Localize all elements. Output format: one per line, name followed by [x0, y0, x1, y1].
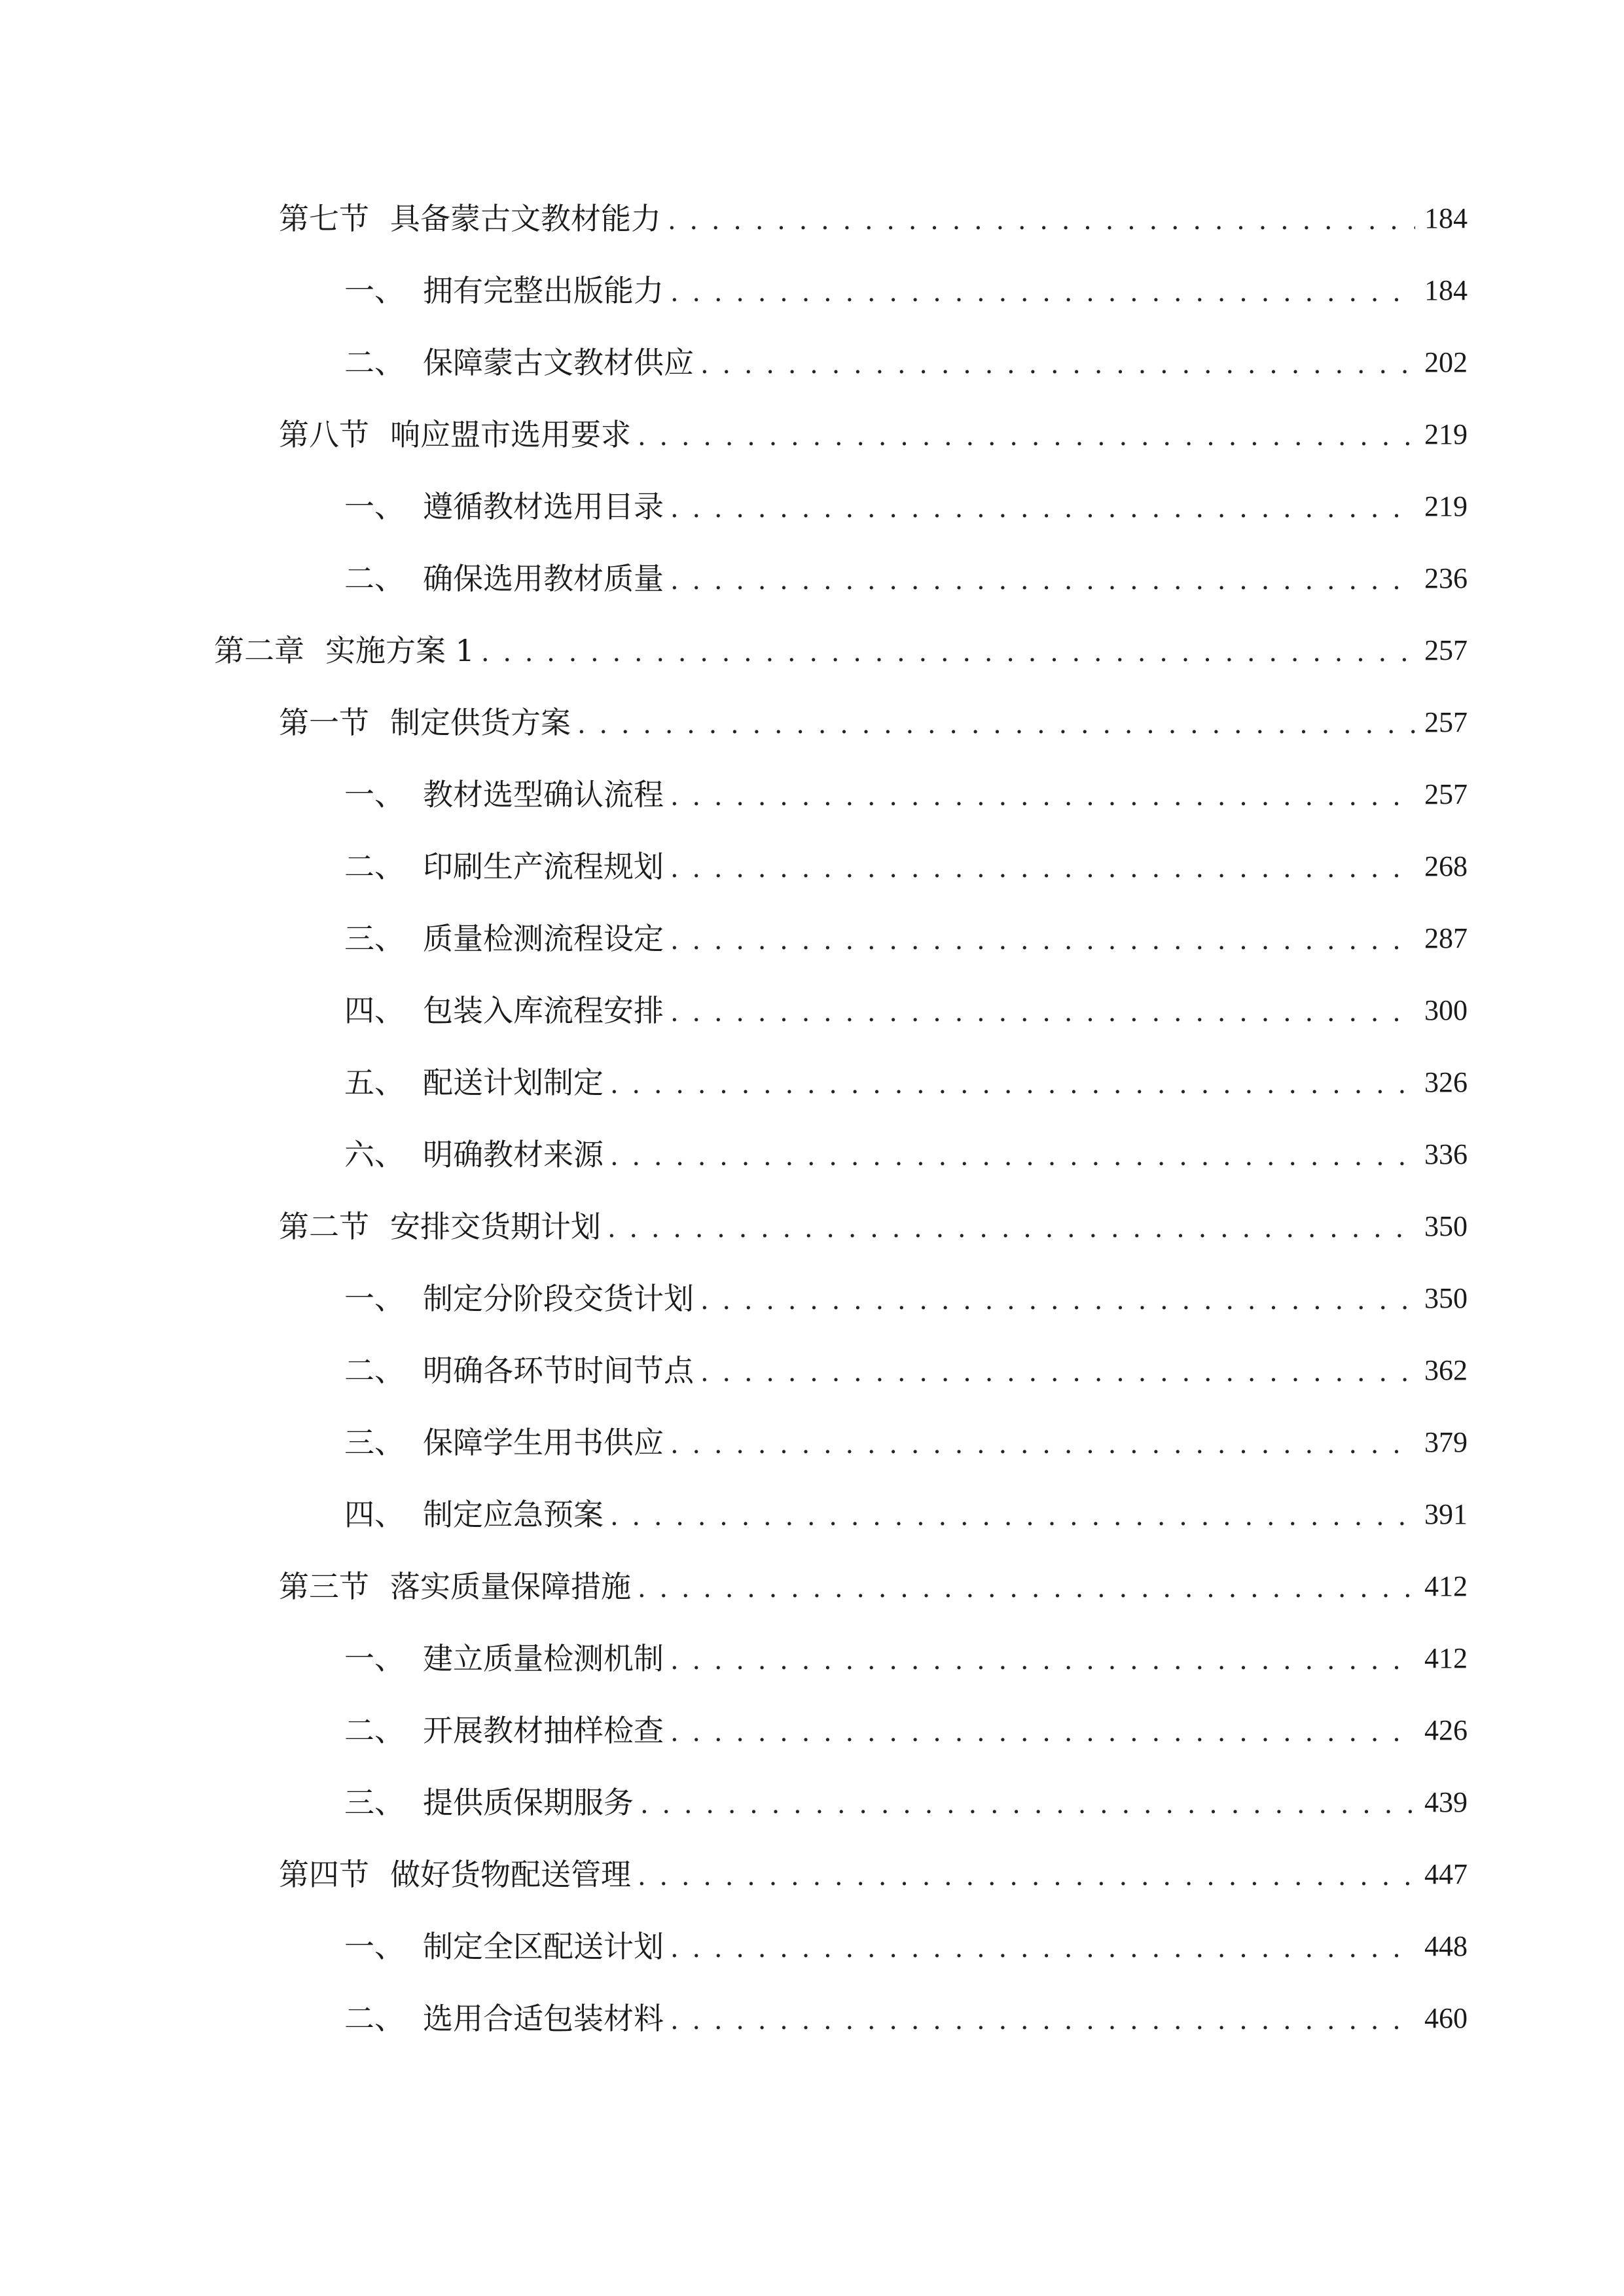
- toc-entry-page-number: 391: [1424, 1498, 1468, 1530]
- toc-entry-page-number: 257: [1424, 634, 1468, 666]
- toc-entry-page-number: 257: [1424, 706, 1468, 738]
- toc-entry-number: 三、: [344, 1425, 405, 1460]
- toc-entry-page-number: 184: [1424, 274, 1468, 306]
- toc-dot-leader: [670, 1992, 1415, 2045]
- toc-entry-title: 开展教材抽样检查: [423, 1713, 664, 1748]
- toc-entry-page-number: 350: [1424, 1282, 1468, 1314]
- toc-entry-number: 四、: [344, 1497, 405, 1532]
- toc-entry-number: 一、: [344, 1641, 405, 1676]
- toc-entry-title: 保障蒙古文教材供应: [423, 345, 694, 380]
- toc-entry-title: 印刷生产流程规划: [423, 849, 664, 884]
- toc-entry-number: 一、: [344, 1929, 405, 1964]
- toc-entry-page-number: 336: [1424, 1138, 1468, 1170]
- toc-entry-number: 第四节: [279, 1857, 369, 1892]
- toc-entry-number: 二、: [344, 2001, 405, 2036]
- toc-entry[interactable]: [344, 1704, 1468, 1757]
- toc-entry-title: 制定分阶段交货计划: [423, 1281, 694, 1316]
- toc-entry-number: 第二节: [279, 1209, 369, 1244]
- toc-entry[interactable]: [344, 984, 1468, 1037]
- toc-dot-leader: [670, 840, 1415, 893]
- toc-entry[interactable]: [344, 336, 1468, 389]
- toc-entry-number: 三、: [344, 1785, 405, 1820]
- toc-entry[interactable]: [344, 768, 1468, 821]
- toc-entry-number: 第二章: [214, 633, 304, 668]
- toc-entry-page-number: 202: [1424, 346, 1468, 378]
- toc-entry-number: 第七节: [279, 201, 369, 236]
- toc-entry[interactable]: [344, 1344, 1468, 1397]
- toc-entry-title: 安排交货期计划: [390, 1209, 601, 1244]
- toc-entry[interactable]: [279, 1200, 1468, 1253]
- toc-entry[interactable]: [344, 480, 1468, 533]
- toc-entry-title: 建立质量检测机制: [423, 1641, 664, 1676]
- toc-entry[interactable]: [344, 1632, 1468, 1685]
- toc-entry-page-number: 257: [1424, 778, 1468, 810]
- toc-entry-number: 四、: [344, 993, 405, 1028]
- toc-entry-title: 实施方案 1: [325, 633, 475, 668]
- toc-entry-title: 具备蒙古文教材能力: [390, 201, 661, 236]
- toc-entry-number: 一、: [344, 777, 405, 812]
- toc-entry[interactable]: [214, 624, 1468, 677]
- toc-entry-page-number: 300: [1424, 994, 1468, 1026]
- toc-entry-title: 落实质量保障措施: [390, 1569, 631, 1604]
- toc-entry[interactable]: [344, 1776, 1468, 1829]
- toc-entry-title: 遵循教材选用目录: [423, 489, 664, 524]
- toc-dot-leader: [670, 912, 1415, 965]
- toc-entry-page-number: 412: [1424, 1570, 1468, 1602]
- toc-entry-page-number: 326: [1424, 1066, 1468, 1098]
- toc-entry[interactable]: [279, 192, 1468, 245]
- toc-dot-leader: [610, 1056, 1415, 1109]
- toc-dot-leader: [610, 1488, 1415, 1541]
- toc-entry-page-number: 184: [1424, 202, 1468, 234]
- toc-entry-title: 保障学生用书供应: [423, 1425, 664, 1460]
- toc-entry-page-number: 379: [1424, 1426, 1468, 1458]
- toc-entry-title: 明确各环节时间节点: [423, 1353, 694, 1388]
- toc-entry-page-number: 439: [1424, 1786, 1468, 1818]
- toc-dot-leader: [668, 192, 1415, 245]
- toc-entry-number: 二、: [344, 1353, 405, 1388]
- toc-entry-number: 二、: [344, 849, 405, 884]
- toc-entry-page-number: 412: [1424, 1642, 1468, 1674]
- toc-entry[interactable]: [279, 1848, 1468, 1901]
- toc-entry-page-number: 426: [1424, 1714, 1468, 1746]
- toc-dot-leader: [670, 768, 1415, 821]
- toc-entry[interactable]: [344, 1992, 1468, 2045]
- toc-entry-title: 配送计划制定: [423, 1065, 604, 1100]
- toc-dot-leader: [670, 984, 1415, 1037]
- toc-entry[interactable]: [344, 1920, 1468, 1973]
- toc-dot-leader: [638, 408, 1415, 461]
- toc-entry-page-number: 460: [1424, 2002, 1468, 2034]
- toc-entry-page-number: 362: [1424, 1354, 1468, 1386]
- toc-entry-title: 拥有完整出版能力: [423, 273, 664, 308]
- toc-entry-number: 一、: [344, 273, 405, 308]
- toc-entry[interactable]: [344, 1272, 1468, 1325]
- toc-entry[interactable]: [344, 264, 1468, 317]
- toc-dot-leader: [638, 1848, 1415, 1901]
- toc-entry-title: 教材选型确认流程: [423, 777, 664, 812]
- toc-entry[interactable]: [344, 1488, 1468, 1541]
- toc-entry-page-number: 236: [1424, 562, 1468, 594]
- toc-entry[interactable]: [279, 696, 1468, 749]
- toc-dot-leader: [638, 1560, 1415, 1613]
- toc-dot-leader: [640, 1776, 1415, 1829]
- toc-dot-leader: [700, 336, 1415, 389]
- toc-dot-leader: [670, 1632, 1415, 1685]
- toc-entry-number: 第八节: [279, 417, 369, 452]
- toc-entry[interactable]: [344, 1128, 1468, 1181]
- toc-entry[interactable]: [344, 1056, 1468, 1109]
- toc-dot-leader: [670, 552, 1415, 605]
- toc-dot-leader: [670, 480, 1415, 533]
- toc-entry-title: 制定全区配送计划: [423, 1929, 664, 1964]
- toc-entry[interactable]: [279, 1560, 1468, 1613]
- toc-dot-leader: [610, 1128, 1415, 1181]
- toc-entry[interactable]: [344, 552, 1468, 605]
- toc-entry-page-number: 448: [1424, 1930, 1468, 1962]
- toc-dot-leader: [670, 1920, 1415, 1973]
- toc-entry-page-number: 287: [1424, 922, 1468, 954]
- toc-entry-number: 二、: [344, 345, 405, 380]
- toc-entry-number: 第三节: [279, 1569, 369, 1604]
- toc-dot-leader: [700, 1344, 1415, 1397]
- toc-entry[interactable]: [344, 840, 1468, 893]
- toc-entry-title: 明确教材来源: [423, 1137, 604, 1172]
- toc-dot-leader: [670, 264, 1415, 317]
- toc-entry[interactable]: [344, 1416, 1468, 1469]
- toc-dot-leader: [481, 624, 1415, 677]
- toc-entry-page-number: 268: [1424, 850, 1468, 882]
- toc-entry-number: 六、: [344, 1137, 405, 1172]
- toc-entry-number: 五、: [344, 1065, 405, 1100]
- toc-dot-leader: [670, 1704, 1415, 1757]
- toc-entry-title: 提供质保期服务: [423, 1785, 634, 1820]
- toc-entry-title: 响应盟市选用要求: [390, 417, 631, 452]
- toc-entry-number: 第一节: [279, 705, 369, 740]
- toc-entry-number: 二、: [344, 561, 405, 596]
- toc-entry-title: 选用合适包装材料: [423, 2001, 664, 2036]
- toc-entry-number: 一、: [344, 1281, 405, 1316]
- toc-dot-leader: [607, 1200, 1415, 1253]
- toc-entry-page-number: 350: [1424, 1210, 1468, 1242]
- toc-entry-title: 包装入库流程安排: [423, 993, 664, 1028]
- toc-dot-leader: [670, 1416, 1415, 1469]
- toc-entry-title: 制定供货方案: [390, 705, 571, 740]
- toc-entry-title: 制定应急预案: [423, 1497, 604, 1532]
- toc-entry-number: 三、: [344, 921, 405, 956]
- toc-dot-leader: [577, 696, 1415, 749]
- toc-entry-number: 一、: [344, 489, 405, 524]
- toc-entry-title: 质量检测流程设定: [423, 921, 664, 956]
- toc-entry-title: 做好货物配送管理: [390, 1857, 631, 1892]
- toc-dot-leader: [700, 1272, 1415, 1325]
- toc-entry-page-number: 447: [1424, 1858, 1468, 1890]
- toc-entry-title: 确保选用教材质量: [423, 561, 664, 596]
- toc-entry[interactable]: [279, 408, 1468, 461]
- toc-entry[interactable]: [344, 912, 1468, 965]
- toc-entry-number: 二、: [344, 1713, 405, 1748]
- toc-entry-page-number: 219: [1424, 490, 1468, 522]
- toc-entry-page-number: 219: [1424, 418, 1468, 450]
